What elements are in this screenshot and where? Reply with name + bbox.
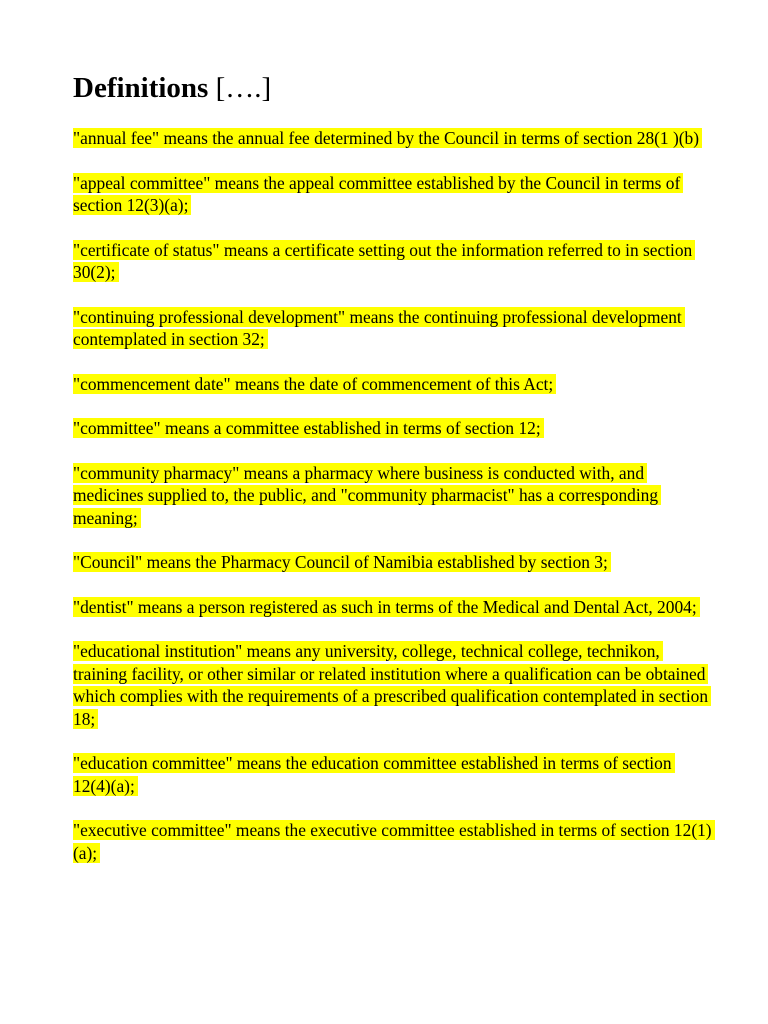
definition-dentist: [73, 596, 713, 619]
definition-text: "executive committee" means the executive committee established in terms of section 12(1)(a);: [73, 820, 715, 863]
definition-text: "dentist" means a person registered as such in terms of the Medical and Dental Act, 2004;: [73, 597, 700, 617]
definition-text: "annual fee" means the annual fee determined by the Council in terms of section 28(1 )(b): [73, 128, 702, 148]
definition-text: "continuing professional development" means the continuing professional development contemplated in section 32;: [73, 307, 685, 350]
definitions-list: [73, 127, 713, 886]
heading-main-text: Definitions: [73, 72, 209, 104]
definition-text: "appeal committee" means the appeal committee established by the Council in terms of section 12(3)(a);: [73, 173, 683, 216]
definition-appeal-committee: [73, 172, 713, 217]
definition-continuing-professional-development: [73, 306, 713, 351]
definition-text: "commencement date" means the date of commencement of this Act;: [73, 374, 556, 394]
definition-certificate-of-status: [73, 239, 713, 284]
definition-educational-institution: [73, 640, 713, 730]
definition-text: "committee" means a committee established in terms of section 12;: [73, 418, 544, 438]
definition-text: "certificate of status" means a certificate setting out the information referred to in section 30(2);: [73, 240, 695, 283]
definition-community-pharmacy: [73, 462, 713, 530]
definition-commencement-date: [73, 373, 713, 396]
definition-text: "Council" means the Pharmacy Council of Namibia established by section 3;: [73, 552, 611, 572]
definition-council: [73, 551, 713, 574]
definition-text: "education committee" means the education committee established in terms of section 12(4)(a);: [73, 753, 675, 796]
definition-annual-fee: [73, 127, 713, 150]
definition-text: "educational institution" means any university, college, technical college, technikon, training facility, or other similar or related institution where a qualification can be obtained which complies with the requirements of a prescribed qualification contemplated in section 18;: [73, 641, 711, 729]
definition-text: "community pharmacy" means a pharmacy where business is conducted with, and medicines supplied to, the public, and "community pharmacist" has a corresponding meaning;: [73, 463, 661, 528]
heading-ellipsis: [….]: [215, 72, 272, 104]
definition-education-committee: [73, 752, 713, 797]
page-title: [73, 68, 271, 108]
definition-committee: [73, 417, 713, 440]
definition-executive-committee: [73, 819, 713, 864]
